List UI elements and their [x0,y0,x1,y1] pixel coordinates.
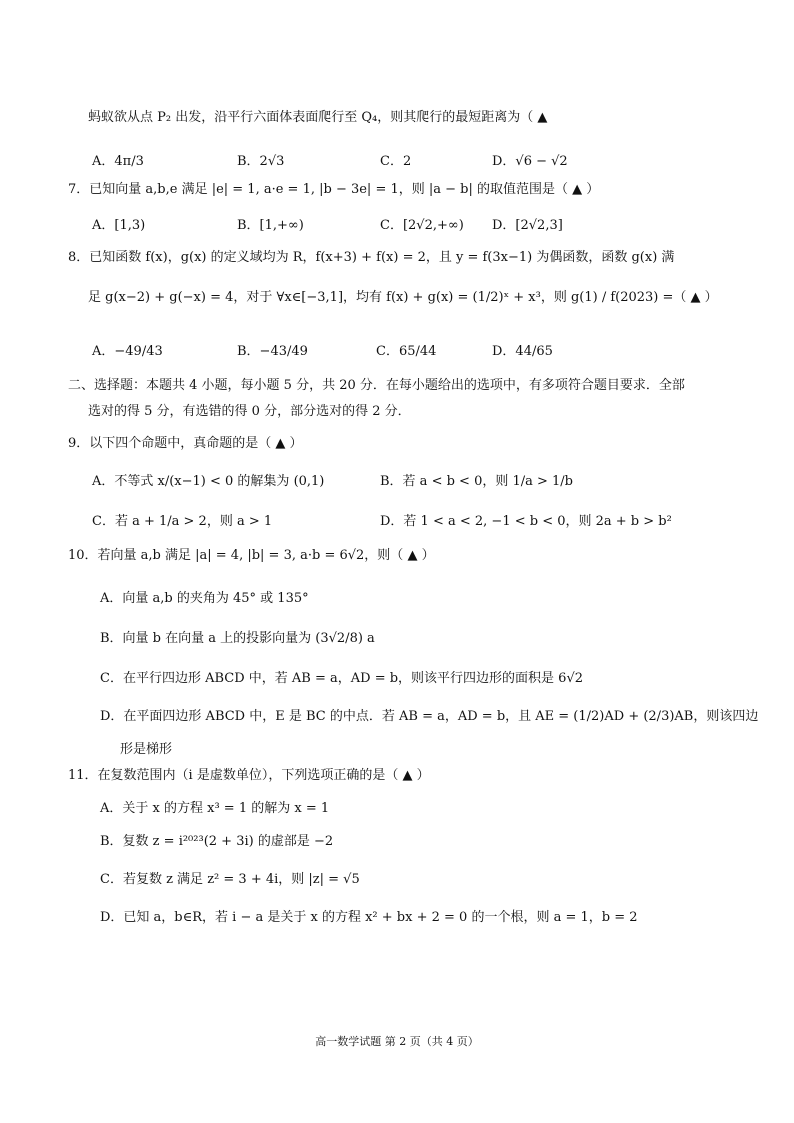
q9-option-a: A．不等式 x/(x−1) < 0 的解集为 (0,1) [92,474,325,489]
q8-stem-line2: 足 g(x−2) + g(−x) = 4，对于 ∀x∈[−3,1]，均有 f(x) + g(x) = (1/2)ˣ + x³，则 g(1) / f(2023) =（ ▲ ） [88,290,718,305]
q7-option-b: B．[1,+∞) [237,218,304,233]
q11-option-d: D．已知 a，b∈R，若 i − a 是关于 x 的方程 x² + bx + 2 = 0 的一个根，则 a = 1，b = 2 [100,910,638,925]
q7-stem: 7．已知向量 a,b,e 满足 |e| = 1, a·e = 1, |b − 3e| = 1，则 |a − b| 的取值范围是（ ▲ ） [68,182,600,197]
q7-option-c: C．[2√2,+∞) [380,218,464,233]
q7-option-d: D．[2√2,3] [492,218,563,233]
q9-stem: 9．以下四个命题中，真命题的是（ ▲ ） [68,436,303,451]
q11-option-a: A．关于 x 的方程 x³ = 1 的解为 x = 1 [100,801,330,816]
q8-option-d: D．44/65 [492,344,553,359]
q6-tail-text: 蚂蚁欲从点 P₂ 出发，沿平行六面体表面爬行至 Q₄，则其爬行的最短距离为（ ▲ [88,110,548,125]
q8-option-b: B．−43/49 [237,344,308,359]
q10-option-d-line2: 形是梯形 [120,742,173,757]
q9-option-b: B．若 a < b < 0，则 1/a > 1/b [380,474,574,489]
q9-option-c: C．若 a + 1/a > 2，则 a > 1 [92,514,273,529]
q8-stem-line1: 8．已知函数 f(x)，g(x) 的定义域均为 R，f(x+3) + f(x) = 2，且 y = f(3x−1) 为偶函数，函数 g(x) 满 [68,250,675,265]
q6-option-c: C．2 [380,154,412,169]
q9-option-d: D．若 1 < a < 2, −1 < b < 0，则 2a + b > b² [380,514,672,529]
q8-option-a: A．−49/43 [92,344,163,359]
section-2-rules: 选对的得 5 分，有选错的得 0 分，部分选对的得 2 分． [88,404,411,419]
page-footer: 高一数学试题 第 2 页（共 4 页） [315,1035,479,1048]
q11-stem: 11．在复数范围内（i 是虚数单位），下列选项正确的是（ ▲ ） [68,768,430,783]
section-2-heading: 二、选择题：本题共 4 小题，每小题 5 分，共 20 分．在每小题给出的选项中，有多项符合题目要求．全部 [68,378,685,393]
q11-option-b: B．复数 z = i²⁰²³(2 + 3i) 的虚部是 −2 [100,834,334,849]
q6-option-d: D．√6 − √2 [492,154,568,169]
q10-option-d-line1: D．在平面四边形 ABCD 中，E 是 BC 的中点．若 AB = a，AD = b，且 AE = (1/2)AD + (2/3)AB，则该四边 [100,709,759,724]
q11-option-c: C．若复数 z 满足 z² = 3 + 4i，则 |z| = √5 [100,872,360,887]
q10-option-a: A．向量 a,b 的夹角为 45° 或 135° [100,591,309,606]
q10-option-b: B．向量 b 在向量 a 上的投影向量为 (3√2/8) a [100,631,375,646]
q8-option-c: C．65/44 [376,344,437,359]
q10-stem: 10．若向量 a,b 满足 |a| = 4, |b| = 3, a·b = 6√2，则（ ▲ ） [68,548,435,563]
q6-option-b: B．2√3 [237,154,285,169]
q10-option-c: C．在平行四边形 ABCD 中，若 AB = a，AD = b，则该平行四边形的面积是 6√2 [100,671,583,686]
q6-option-a: A．4π/3 [92,154,144,169]
q7-option-a: A．[1,3) [92,218,146,233]
